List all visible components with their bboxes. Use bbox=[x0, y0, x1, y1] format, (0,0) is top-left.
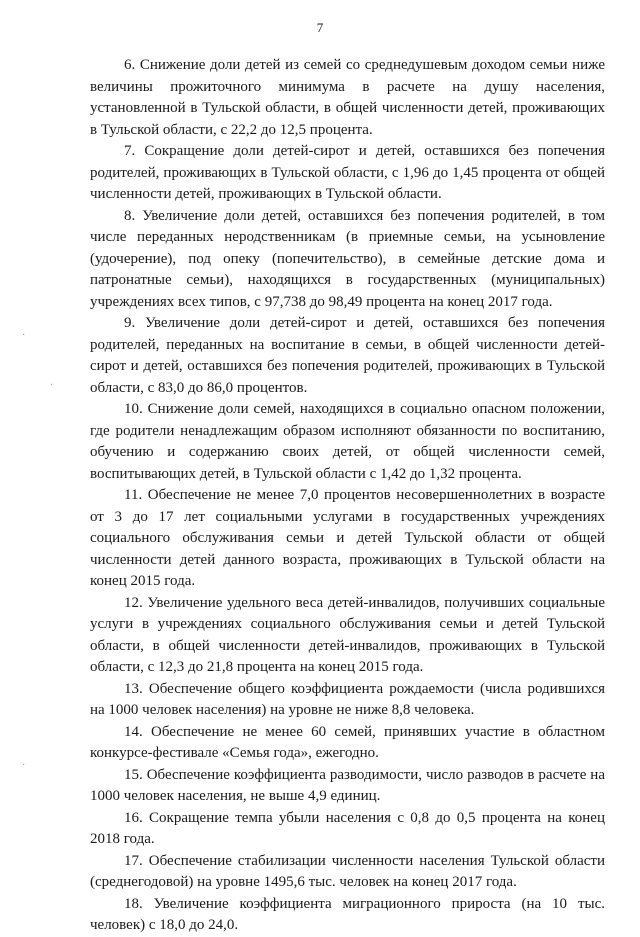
list-item: 9. Увеличение доли детей-сирот и детей, оставшихся без попечения родителей, переданных на воспитание в семьи, в общей численности детей-сирот и детей, оставшихся без попечения родителей, проживающих в Тульской области, с 83,0 до 86,0 процентов. bbox=[90, 315, 605, 396]
list-item: 14. Обеспечение не менее 60 семей, принявших участие в областном конкурсе-фестивале «Семья года», ежегодно. bbox=[90, 723, 605, 761]
list-item: 12. Увеличение удельного веса детей-инвалидов, получивших социальные услуги в учреждениях социального обслуживания семьи и детей Тульской области, в общей численности детей-инвалидов, проживающих в Тульской области, с 12,3 до 21,8 процента на конец 2015 года. bbox=[90, 594, 605, 675]
list-item: 11. Обеспечение не менее 7,0 процентов несовершеннолетних в возрасте от 3 до 17 лет социальными услугами в государственных учреждениях социального обслуживания семьи и детей Тульской области от общей численности детей данного возраста, проживающих в Тульской области на конец 2015 года. bbox=[90, 487, 605, 589]
scan-speck: · bbox=[22, 330, 26, 341]
page-number: 7 bbox=[316, 20, 324, 35]
scan-speck: · bbox=[50, 380, 54, 391]
list-item: 13. Обеспечение общего коэффициента рождаемости (числа родившихся на 1000 человек населения) на уровне не ниже 8,8 человека. bbox=[90, 680, 605, 718]
list-item: 15. Обеспечение коэффициента разводимости, число разводов в расчете на 1000 человек населения, не выше 4,9 единиц. bbox=[90, 766, 605, 804]
scan-speck: · bbox=[22, 760, 26, 771]
list-item: 7. Сокращение доли детей-сирот и детей, оставшихся без попечения родителей, проживающих в Тульской области, с 1,96 до 1,45 процента от общей численности детей, проживающих в Тульской области. bbox=[90, 143, 605, 202]
list-item: 16. Сокращение темпа убыли населения с 0,8 до 0,5 процента на конец 2018 года. bbox=[90, 809, 605, 847]
list-item: 10. Снижение доли семей, находящихся в социально опасном положении, где родители ненадлежащим образом исполняют обязанности по воспитанию, обучению и содержанию своих детей, от общей численности семей, воспитывающих детей, в Тульской области с 1,42 до 1,32 процента. bbox=[90, 401, 605, 482]
list-item: 6. Снижение доли детей из семей со среднедушевым доходом семьи ниже величины прожиточного минимума в расчете на душу населения, установленной в Тульской области, в общей численности детей, проживающих в Тульской области, с 22,2 до 12,5 процента. bbox=[90, 57, 605, 138]
document-body bbox=[90, 55, 605, 937]
list-item: 8. Увеличение доли детей, оставшихся без попечения родителей, в том числе переданных неродственникам (в приемные семьи, на усыновление (удочерение), под опеку (попечительство), в семейные детские дома и патронатные семьи), находящихся в государственных (муниципальных) учреждениях всех типов, с 97,738 до 98,49 процента на конец 2017 года. bbox=[90, 207, 605, 310]
list-item: 17. Обеспечение стабилизации численности населения Тульской области (среднегодовой) на уровне 1495,6 тыс. человек на конец 2017 года. bbox=[90, 852, 605, 890]
list-item: 18. Увеличение коэффициента миграционного прироста (на 10 тыс. человек) с 18,0 до 24,0. bbox=[90, 895, 605, 933]
